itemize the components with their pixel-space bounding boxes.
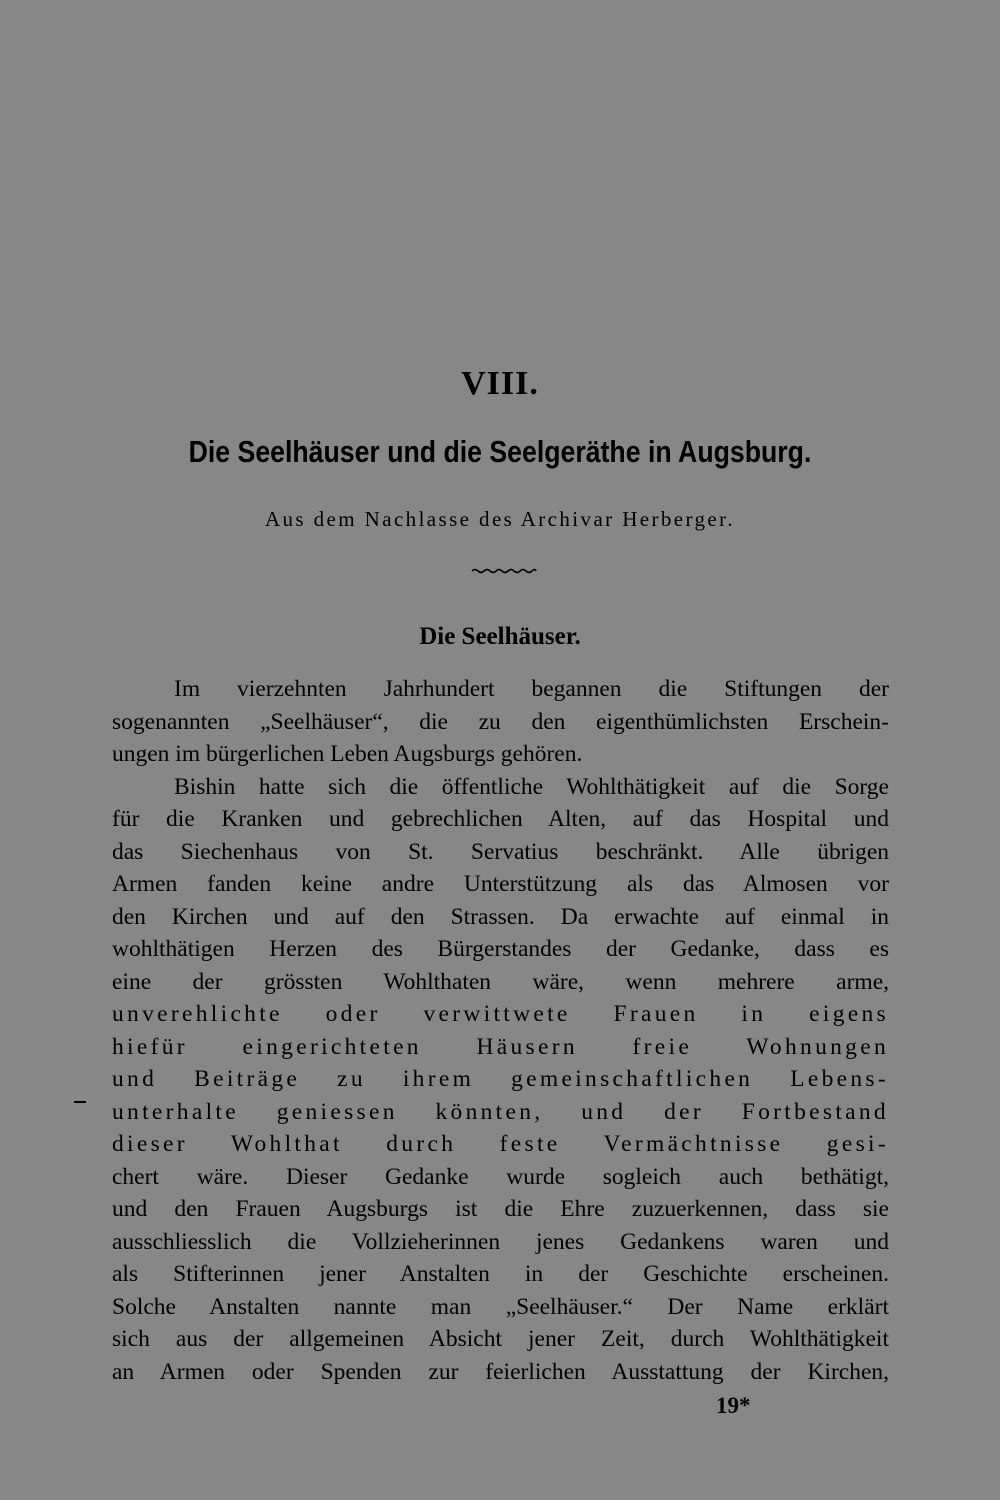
text-line: wohlthätigen Herzen des Bürgerstandes der Gedanke, dass es xyxy=(112,936,889,962)
text-line: und den Frauen Augsburgs ist die Ehre zuzuerkennen, dass sie xyxy=(112,1196,889,1222)
chapter-title: Die Seelhäuser und die Seelgeräthe in Augsburg. xyxy=(188,434,812,469)
text-line: das Siechenhaus von St. Servatius beschränkt. Alle übrigen xyxy=(112,838,889,865)
text-line: den Kirchen und auf den Strassen. Da erwachte auf einmal in xyxy=(112,903,889,930)
printer-signature: 19* xyxy=(716,1393,751,1418)
chapter-subtitle: Aus dem Nachlasse des Archivar Herberger. xyxy=(264,507,736,531)
text-line: unverehlichte oder verwittwete Frauen in eigens xyxy=(112,1001,889,1027)
wavy-rule-ornament xyxy=(471,566,537,576)
text-line: Armen fanden keine andre Unterstützung als das Almosen vor xyxy=(112,871,889,897)
text-line: eine der grössten Wohlthaten wäre, wenn mehrere arme, xyxy=(112,968,889,995)
text-line: dieser Wohlthat durch feste Vermächtnisse gesi- xyxy=(112,1131,889,1157)
text-line: Solche Anstalten nannte man „Seelhäuser.“ Der Name erklärt xyxy=(112,1293,889,1320)
text-line: für die Kranken und gebrechlichen Alten, auf das Hospital und xyxy=(112,806,889,832)
text-line: und Beiträge zu ihrem gemeinschaftlichen Lebens- xyxy=(112,1066,889,1092)
text-line: unterhalte geniessen könnten, und der Fortbestand xyxy=(112,1098,889,1125)
text-line: sich aus der allgemeinen Absicht jener Zeit, durch Wohlthätigkeit xyxy=(112,1326,889,1352)
text-line: Bishin hatte sich die öffentliche Wohlthätigkeit auf die Sorge xyxy=(174,773,889,800)
chapter-number: VIII. xyxy=(461,365,539,402)
text-line: sogenannten „Seelhäuser“, die zu den eigenthümlichsten Erschein- xyxy=(112,708,889,735)
margin-mark xyxy=(74,1101,86,1103)
text-line: hiefür eingerichteten Häusern freie Wohnungen xyxy=(112,1033,889,1060)
text-line: chert wäre. Dieser Gedanke wurde sogleich auch bethätigt, xyxy=(112,1163,889,1190)
section-heading: Die Seelhäuser. xyxy=(419,623,581,650)
body-text xyxy=(112,673,889,1388)
text-line: ungen im bürgerlichen Leben Augsburgs gehören. xyxy=(112,741,583,767)
text-line: Im vierzehnten Jahrhundert begannen die Stiftungen der xyxy=(174,676,889,702)
text-line: an Armen oder Spenden zur feierlichen Ausstattung der Kirchen, xyxy=(112,1358,889,1385)
text-line: als Stifterinnen jener Anstalten in der Geschichte erscheinen. xyxy=(112,1261,889,1287)
text-line: ausschliesslich die Vollzieherinnen jenes Gedankens waren und xyxy=(112,1228,889,1255)
